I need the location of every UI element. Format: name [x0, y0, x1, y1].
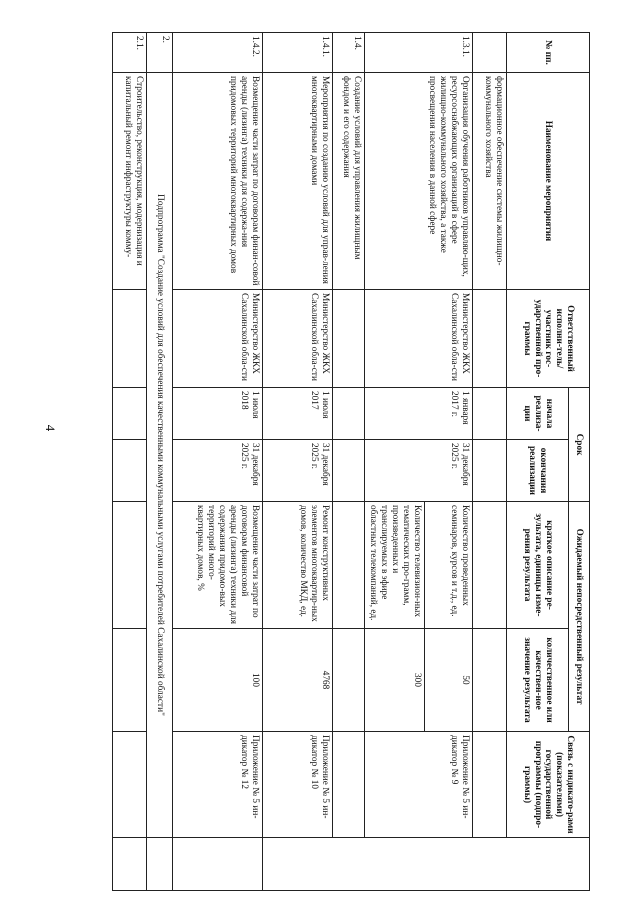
row-name: Организация обучения работников управляю-щих, ресурсоснабжающих организаций в сфере жилищно-коммунального хозяйства, а также просвещения населения в данной сфере — [365, 73, 473, 290]
activities-table — [112, 32, 590, 891]
row-link: Приложение № 5 ин-дикатор № 9 — [365, 732, 473, 838]
row-desc: Количество проведенных семинаров, курсов и т.д., ед. — [425, 502, 473, 629]
subprogram-title: Подпрограмма "Создание условий для обеспечения качественными коммунальными услугами потребителей Сахалинской области" — [147, 73, 173, 838]
row-name: Строительство, реконструкция, модернизация и капитальный ремонт инфраструктуры комму- — [113, 73, 147, 290]
row-end: 31 декабря 2025 г. — [263, 440, 333, 502]
row-num: 2.1. — [113, 33, 147, 73]
header-qty: количественное или качествен-ное значение результата — [507, 629, 569, 732]
empty-col — [263, 838, 590, 891]
page-number: 4 — [43, 424, 58, 432]
row-start: 1 июля 2017 — [263, 388, 333, 440]
header-link: Связь с индикато-рами (показателями) государственной программы (подпро-граммы) — [507, 732, 590, 838]
row-end: 31 декабря 2025 г. — [173, 440, 263, 502]
header-responsible: Ответственный исполни-тель/участник гос-ударственной про-граммы — [507, 290, 590, 388]
row-name: Мероприятия по созданию условий для управ-ления многоквартирными домами — [263, 73, 333, 290]
row-num: 1.4.1. — [263, 33, 333, 73]
table-row — [263, 33, 333, 891]
row-qty: 100 — [173, 629, 263, 732]
header-start: начала реализа-ции — [507, 388, 569, 440]
header-term: Срок — [569, 388, 590, 502]
header-num: № пп. — [507, 33, 590, 73]
row-qty-2: 300 — [365, 629, 425, 732]
row-link: Приложение № 5 ин-дикатор № 12 — [173, 732, 263, 838]
row-desc: Ремонт конструктивных элементов многоквартир-ных домов, количество МКД, ед. — [263, 502, 333, 629]
row-end: 31 декабря 2025 г. — [365, 440, 473, 502]
row-qty: 50 — [425, 629, 473, 732]
header-name: Наименование мероприятия — [507, 73, 590, 290]
row-desc: Возмещение части затрат по договорам финансовой аренды (лизинга) техники для содержания придомо-вых территорий много-квартирных домов, % — [173, 502, 263, 629]
row-responsible: Министерство ЖКХ Сахалинской обла-сти — [173, 290, 263, 388]
row-responsible: Министерство ЖКХ Сахалинской обла-сти — [365, 290, 473, 388]
row-link: Приложение № 5 ин-дикатор № 10 — [263, 732, 333, 838]
row-qty: 4768 — [263, 629, 333, 732]
row-start: 1 июля 2018 — [173, 388, 263, 440]
subprogram-num: 2. — [147, 33, 173, 73]
table-row — [333, 33, 365, 891]
table-row — [425, 33, 473, 891]
rotated-page — [123, 32, 590, 890]
header-row-1 — [569, 33, 590, 891]
subprogram-row — [147, 33, 173, 891]
table-row — [113, 33, 147, 891]
row-name: формационное обеспечение системы жилищно-коммунального хозяйства — [473, 73, 507, 290]
row-num: 1.4.2. — [173, 33, 263, 73]
header-result: Ожидаемый непосредственный результат — [569, 502, 590, 732]
row-name: Создание условий для управления жилищным фондом и его содержания — [333, 73, 365, 290]
row-name: Возмещение части затрат по договорам финан-совой аренды (лизинга) техники для содержа-ния придомовых территорий многоквартирных домов — [173, 73, 263, 290]
row-num: 1.4. — [333, 33, 365, 73]
row-start: 1 января 2017 г. — [365, 388, 473, 440]
row-num: 1.3.1. — [365, 33, 473, 73]
row-responsible: Министерство ЖКХ Сахалинской обла-сти — [263, 290, 333, 388]
header-end: окончания реализации — [507, 440, 569, 502]
table-row — [173, 33, 263, 891]
header-desc: краткое описание ре-зультата, единицы изме-рения результата — [507, 502, 569, 629]
row-desc-2: Количество телевизион-ных тематических про-грамм, произведенных и транслируемых в эфире областных телекомпаний, ед. — [365, 502, 425, 629]
table-row — [473, 33, 507, 891]
